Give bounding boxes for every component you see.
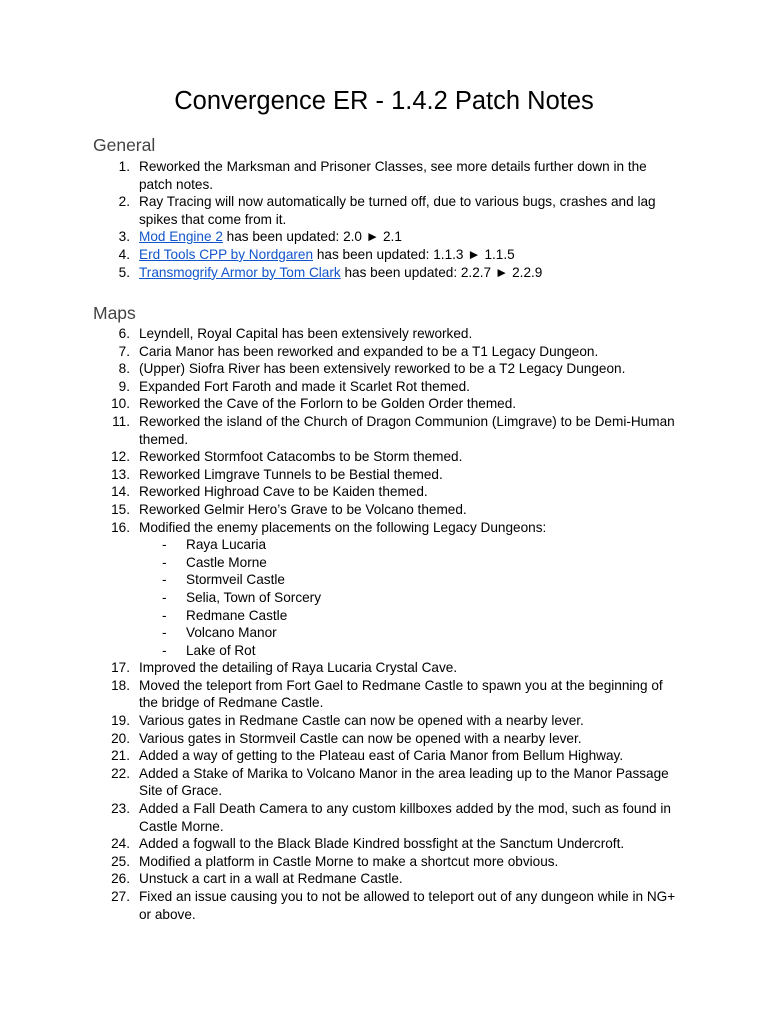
list-item [0, 501, 768, 519]
list-item [0, 193, 768, 228]
sublist-item-text: Redmane Castle [186, 607, 288, 623]
item-text: Ray Tracing will now automatically be turned off, due to various bugs, crashes and lag spikes that come from it. [139, 194, 656, 227]
list-item [0, 466, 768, 484]
legacy-dungeon-sublist-container [0, 536, 768, 659]
item-text: has been updated: 2.0 ► 2.1 [222, 229, 402, 245]
item-number: 4. [118, 246, 130, 262]
dash-bullet: - [162, 537, 167, 553]
list-item [0, 712, 768, 730]
item-text: Fixed an issue causing you to not be allowed to teleport out of any dungeon while in NG+ or above. [139, 889, 676, 922]
item-number: 24. [111, 836, 130, 852]
sublist-item [0, 571, 768, 589]
section-heading-maps: Maps [93, 303, 136, 323]
item-number: 17. [111, 660, 130, 676]
item-number: 5. [118, 264, 130, 280]
item-text: Added a fogwall to the Black Blade Kindred bossfight at the Sanctum Undercroft. [139, 836, 625, 852]
item-number: 9. [118, 378, 130, 394]
item-text: Added a way of getting to the Plateau east of Caria Manor from Bellum Highway. [139, 748, 624, 764]
sublist-item [0, 554, 768, 572]
item-number: 3. [118, 229, 130, 245]
item-text: Expanded Fort Faroth and made it Scarlet Rot themed. [139, 378, 470, 394]
item-text: Various gates in Redmane Castle can now be opened with a nearby lever. [139, 713, 584, 729]
item-number: 11. [112, 413, 130, 429]
item-number: 6. [118, 326, 130, 341]
sublist-item-text: Lake of Rot [186, 642, 256, 658]
item-number: 20. [111, 730, 130, 746]
dash-bullet: - [162, 572, 167, 588]
item-number: 18. [111, 677, 130, 693]
transmogrify-armor-link[interactable]: Transmogrify Armor by Tom Clark [139, 264, 341, 280]
list-item [0, 246, 768, 264]
item-text: Reworked the Marksman and Prisoner Classes, see more details further down in the patch notes. [139, 159, 647, 192]
sublist-item [0, 624, 768, 642]
sublist-item [0, 589, 768, 607]
list-item [0, 765, 768, 800]
item-number: 26. [111, 871, 130, 887]
item-number: 27. [111, 889, 130, 904]
list-item [0, 730, 768, 748]
item-text: Moved the teleport from Fort Gael to Redmane Castle to spawn you at the beginning of the bridge of Redmane Castle. [139, 677, 663, 711]
item-number: 19. [111, 713, 130, 729]
section-heading-general: General [93, 135, 156, 155]
dash-bullet: - [162, 642, 167, 658]
item-text: Added a Fall Death Camera to any custom killboxes added by the mod, such as found in Castle Morne. [139, 801, 671, 834]
item-text: (Upper) Siofra River has been extensively reworked to be a T2 Legacy Dungeon. [139, 361, 626, 377]
sublist-item-text: Stormveil Castle [186, 572, 285, 588]
item-number: 12. [111, 449, 130, 465]
general-list [0, 158, 768, 281]
item-text: has been updated: 1.1.3 ► 1.1.5 [313, 246, 515, 262]
list-item [0, 835, 768, 853]
item-number: 14. [111, 484, 130, 500]
list-item [0, 870, 768, 888]
dash-bullet: - [162, 607, 167, 623]
item-text: Added a Stake of Marika to Volcano Manor in the area leading up to the Manor Passage Site of Grace. [139, 765, 669, 799]
list-item [0, 343, 768, 361]
page-title: Convergence ER - 1.4.2 Patch Notes [174, 87, 594, 115]
dash-bullet: - [162, 589, 167, 605]
item-number: 22. [111, 765, 130, 781]
item-text: Reworked Gelmir Hero’s Grave to be Volcano themed. [139, 501, 467, 517]
list-item [0, 158, 768, 193]
list-item [0, 228, 768, 246]
list-item [0, 519, 768, 537]
list-item [0, 483, 768, 501]
item-text: Modified a platform in Castle Morne to make a shortcut more obvious. [139, 853, 559, 869]
item-text: Unstuck a cart in a wall at Redmane Castle. [139, 871, 403, 887]
item-text: Reworked Stormfoot Catacombs to be Storm themed. [139, 449, 463, 465]
item-number: 23. [111, 801, 130, 817]
list-item [0, 800, 768, 835]
list-item [0, 325, 768, 343]
item-text: Modified the enemy placements on the following Legacy Dungeons: [139, 519, 547, 535]
sublist-item-text: Raya Lucaria [186, 537, 267, 553]
sublist-item-text: Castle Morne [186, 554, 267, 570]
item-text: Reworked Limgrave Tunnels to be Bestial themed. [139, 466, 443, 482]
item-number: 10. [111, 396, 130, 412]
list-item [0, 888, 768, 923]
dash-bullet: - [162, 625, 167, 641]
list-item [0, 448, 768, 466]
mod-engine-link[interactable]: Mod Engine 2 [139, 229, 223, 245]
item-number: 21. [111, 748, 130, 764]
item-text: Various gates in Stormveil Castle can now be opened with a nearby lever. [139, 730, 582, 746]
sublist-item [0, 536, 768, 554]
list-item [0, 264, 768, 282]
item-text: has been updated: 2.2.7 ► 2.2.9 [340, 264, 543, 280]
item-number: 25. [111, 853, 130, 869]
item-number: 13. [111, 466, 130, 482]
list-item [0, 360, 768, 378]
item-number: 7. [118, 343, 130, 359]
list-item [0, 413, 768, 448]
item-text: Reworked the Cave of the Forlorn to be Golden Order themed. [139, 396, 517, 412]
list-item [0, 395, 768, 413]
dash-bullet: - [162, 554, 167, 570]
item-number: 2. [118, 194, 130, 210]
item-text: Reworked the island of the Church of Dragon Communion (Limgrave) to be Demi-Human themed. [139, 413, 675, 447]
list-item [0, 378, 768, 396]
maps-list [0, 325, 768, 923]
list-item [0, 853, 768, 871]
item-text: Improved the detailing of Raya Lucaria Crystal Cave. [139, 660, 458, 676]
item-number: 16. [111, 519, 130, 535]
sublist-item-text: Volcano Manor [186, 625, 277, 641]
legacy-dungeon-sublist [0, 536, 768, 659]
item-text: Caria Manor has been reworked and expanded to be a T1 Legacy Dungeon. [139, 343, 599, 359]
item-number: 8. [118, 361, 130, 377]
list-item [0, 747, 768, 765]
item-number: 15. [111, 501, 130, 517]
item-text: Reworked Highroad Cave to be Kaiden themed. [139, 484, 428, 500]
sublist-item-text: Selia, Town of Sorcery [186, 589, 321, 605]
list-item [0, 677, 768, 712]
item-number: 1. [118, 159, 130, 174]
list-item [0, 659, 768, 677]
sublist-item [0, 642, 768, 660]
erd-tools-link[interactable]: Erd Tools CPP by Nordgaren [139, 246, 314, 262]
item-text: Leyndell, Royal Capital has been extensively reworked. [139, 326, 473, 341]
sublist-item [0, 607, 768, 625]
